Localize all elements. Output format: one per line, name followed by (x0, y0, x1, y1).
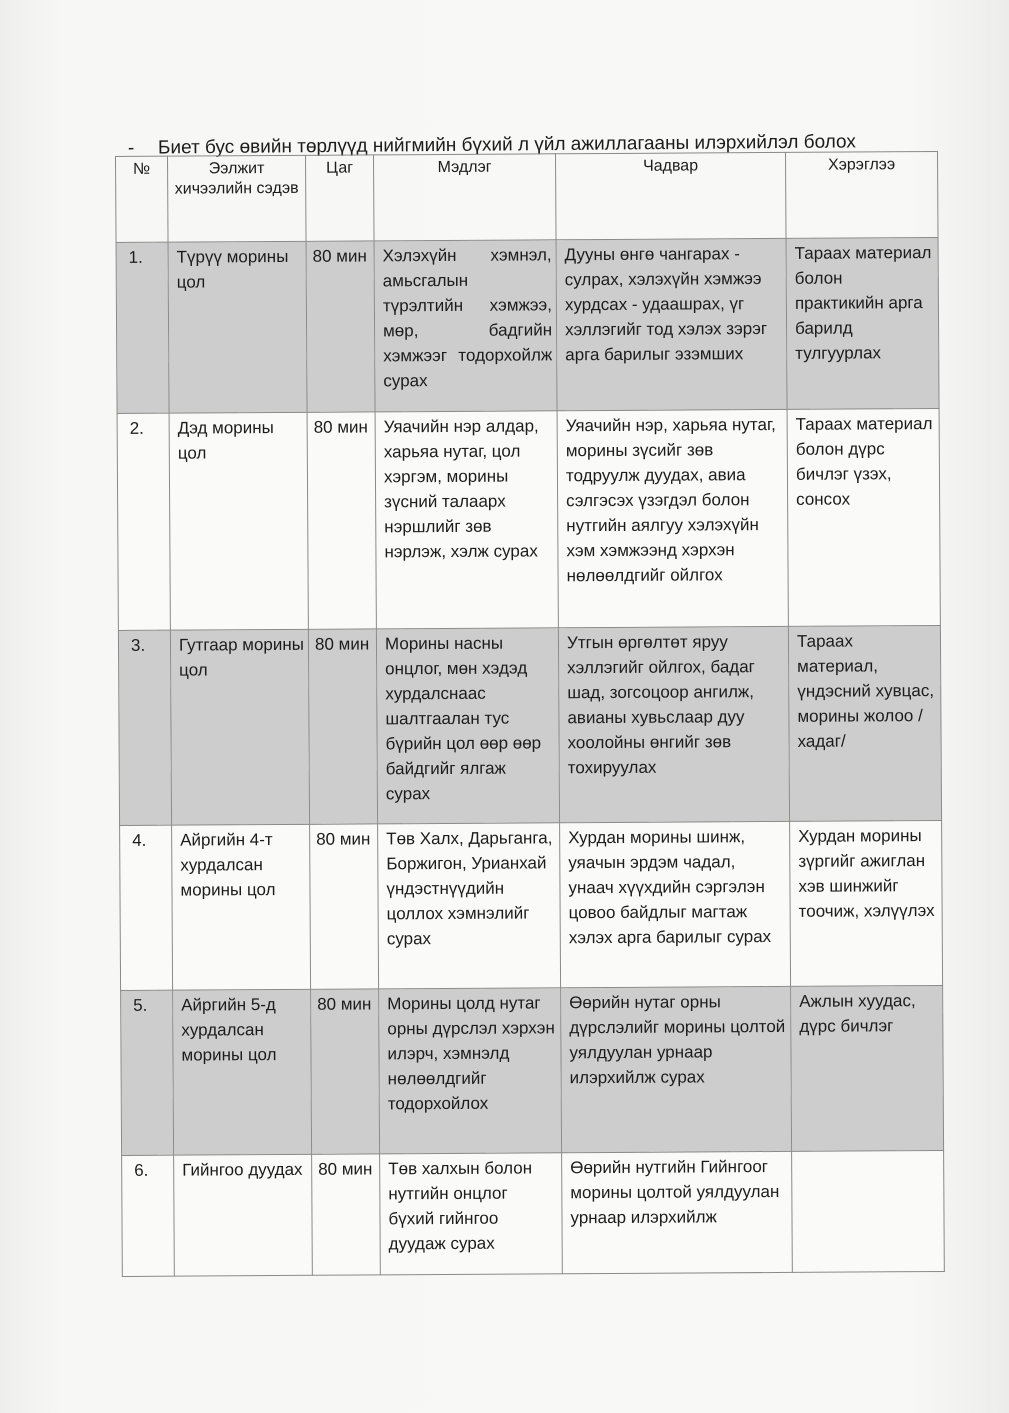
cell-tools (792, 1150, 945, 1272)
cell-time: 80 мин (306, 241, 375, 412)
cell-skill: Утгын өргөлтөт яруу хэллэгийг ойлгох, бадаг шад, зогсоцоор ангилж, авианы хувьслаар дуу хоолойны өнгийг зөв тохируулах (558, 626, 789, 822)
intro-text: Биет бус өвийн төрлүүд нийгмийн бүхий л үйл ажиллагааны илэрхийлэл болох (157, 131, 856, 159)
cell-knowledge: Хэлэхүйн хэмнэл, амьсгалын түрэлтийн хэмжээ, мөр, бадгийн хэмжээг тодорхойлж сурах (374, 240, 557, 412)
cell-time: 80 мин (310, 824, 379, 989)
header-topic: Ээлжит хичээлийн сэдэв (168, 155, 307, 242)
cell-num: 3. (118, 630, 171, 825)
cell-topic: Гийнгоо дуудах (174, 1154, 313, 1276)
header-time: Цаг (305, 155, 374, 241)
cell-skill: Дууны өнгө чангарах - сулрах, хэлэхүйн хэмжээ хурдсах - удаашрах, үг хэллэгийг тод хэлэх зэрэг арга барилыг эзэмших (556, 238, 787, 410)
table-header-row (116, 151, 939, 242)
cell-tools: Тараах материал болон дүрс бичлэг үзэх, сонсох (787, 408, 940, 626)
cell-knowledge: Морины насны онцлог, мөн хэдэд хурдалснаас шалтгаалан тус бүрийн цол өөр өөр байдгийг ялгаж сурах (376, 628, 559, 824)
cell-time: 80 мин (311, 989, 380, 1154)
cell-num: 1. (116, 242, 169, 413)
cell-num: 2. (117, 413, 170, 630)
cell-num: 4. (120, 825, 173, 990)
cell-topic: Дэд морины цол (169, 412, 308, 630)
table-row (116, 237, 939, 413)
cell-knowledge: Төв халхын болон нутгийн онцлог бүхий гийнгоо дуудаж сурах (380, 1153, 563, 1275)
cell-time: 80 мин (308, 629, 377, 824)
cell-num: 5. (121, 990, 174, 1155)
header-knowledge: Мэдлэг (373, 154, 556, 241)
cell-tools: Тараах материал болон практикийн арга барилд тулгуурлах (786, 237, 939, 409)
cell-tools: Хурдан морины зүргийг ажиглан хэв шинжийг тоочиж, хэлүүлэх (790, 820, 943, 986)
cell-knowledge: Морины цолд нутаг орны дүрслэл хэрхэн илэрч, хэмнэлд нөлөөлдгийг тодорхойлох (379, 988, 562, 1154)
cell-skill: Өөрийн нутаг орны дүрслэлийг морины цолтой уялдуулан урнаар илэрхийлж сурах (561, 986, 792, 1152)
table-row (121, 985, 944, 1155)
cell-topic: Айргийн 5-д хурдалсан морины цол (173, 989, 312, 1155)
table-row (120, 820, 943, 990)
cell-num: 6. (122, 1155, 175, 1276)
intro-bullet: - (127, 137, 135, 159)
cell-skill: Өөрийн нутгийн Гийнгоог морины цолтой уялдуулан урнаар илэрхийлж (562, 1151, 793, 1273)
cell-skill: Хурдан морины шинж, уяачын эрдэм чадал, унаач хүүхдийн сэргэлэн цовоо байдлыг магтаж хэлэх арга барилыг сурах (560, 821, 791, 987)
table-row (122, 1150, 945, 1276)
header-tools: Хэрэглээ (785, 151, 938, 238)
cell-topic: Түрүү морины цол (168, 241, 307, 413)
cell-tools: Тараах материал, үндэсний хувцас, морины жолоо /хадаг/ (788, 625, 941, 821)
cell-skill: Уяачийн нэр, харьяа нутаг, морины зүсийг зөв тодруулж дуудах, авиа сэлгэсэх үзэгдэл болон нутгийн аялгуу хэлэхүйн хэм хэмжээнд хэрхэн нөлөөлдгийг ойлгох (557, 409, 788, 627)
header-num: № (116, 156, 169, 242)
cell-topic: Айргийн 4-т хурдалсан морины цол (172, 824, 311, 990)
lesson-plan-table (115, 151, 945, 1277)
cell-time: 80 мин (307, 412, 376, 629)
cell-time: 80 мин (312, 1154, 381, 1275)
table-row (117, 408, 940, 630)
cell-knowledge: Төв Халх, Дарьганга, Боржигон, Урианхай үндэстнүүдийн цоллох хэмнэлийг сурах (378, 823, 561, 989)
cell-tools: Ажлын хуудас, дүрс бичлэг (791, 985, 944, 1151)
cell-knowledge: Уяачийн нэр алдар, харьяа нутаг, цол хэргэм, морины зүсний талаарх нэршлийг зөв нэрлэж, хэлж сурах (375, 411, 558, 629)
table-row (118, 625, 941, 825)
cell-topic: Гутгаар морины цол (170, 629, 309, 825)
header-skill: Чадвар (555, 152, 786, 239)
